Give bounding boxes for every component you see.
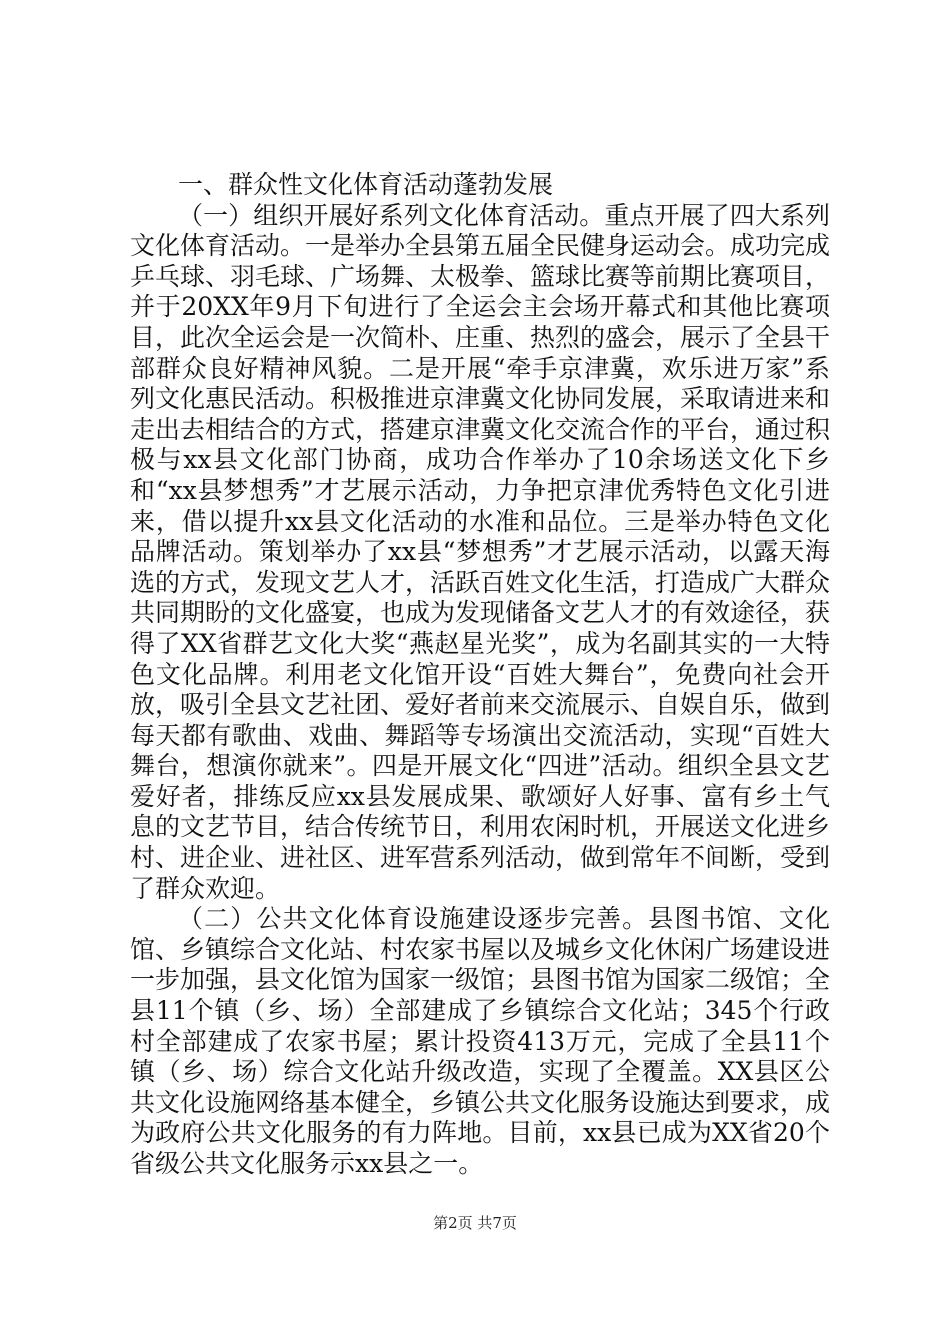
- section-heading: 一、群众性文化体育活动蓬勃发展: [178, 170, 554, 199]
- document-body: [130, 170, 830, 1180]
- page-footer: 第2页 共7页: [433, 1214, 517, 1232]
- paragraph-activities: （一）组织开展好系列文化体育活动。重点开展了四大系列文化体育活动。一是举办全县第五届全民健身运动会。成功完成乒乓球、羽毛球、广场舞、太极拳、篮球比赛等前期比赛项目，并于20XX年9月下旬进行了全运会主会场开幕式和其他比赛项目，此次全运会是一次简朴、庄重、热烈的盛会，展示了全县干部群众良好精神风貌。二是开展“牵手京津冀，欢乐进万家”系列文化惠民活动。积极推进京津冀文化协同发展，采取请进来和走出去相结合的方式，搭建京津冀文化交流合作的平台，通过积极与xx县文化部门协商，成功合作举办了10余场送文化下乡和“xx县梦想秀”才艺展示活动，力争把京津优秀特色文化引进来，借以提升xx县文化活动的水准和品位。三是举办特色文化品牌活动。策划举办了xx县“梦想秀”才艺展示活动，以露天海选的方式，发现文艺人才，活跃百姓文化生活，打造成广大群众共同期盼的文化盛宴，也成为发现储备文艺人才的有效途径，获得了XX省群艺文化大奖“燕赵星光奖”，成为名副其实的一大特色文化品牌。利用老文化馆开设“百姓大舞台”，免费向社会开放，吸引全县文艺社团、爱好者前来交流展示、自娱自乐，做到每天都有歌曲、戏曲、舞蹈等专场演出交流活动，实现“百姓大舞台，想演你就来”。四是开展文化“四进”活动。组织全县文艺爱好者，排练反应xx县发展成果、歌颂好人好事、富有乡土气息的文艺节目，结合传统节日，利用农闲时机，开展送文化进乡村、进企业、进社区、进军营系列活动，做到常年不间断，受到了群众欢迎。: [130, 200, 831, 903]
- paragraph-facilities: （二）公共文化体育设施建设逐步完善。县图书馆、文化馆、乡镇综合文化站、村农家书屋以及城乡文化休闲广场建设进一步加强，县文化馆为国家一级馆；县图书馆为国家二级馆；全县11个镇（乡、场）全部建成了乡镇综合文化站；345个行政村全部建成了农家书屋；累计投资413万元，完成了全县11个镇（乡、场）综合文化站升级改造，实现了全覆盖。XX县区公共文化设施网络基本健全，乡镇公共文化服务设施达到要求，成为政府公共文化服务的有力阵地。目前，xx县已成为XX省20个省级公共文化服务示xx县之一。: [130, 904, 831, 1178]
